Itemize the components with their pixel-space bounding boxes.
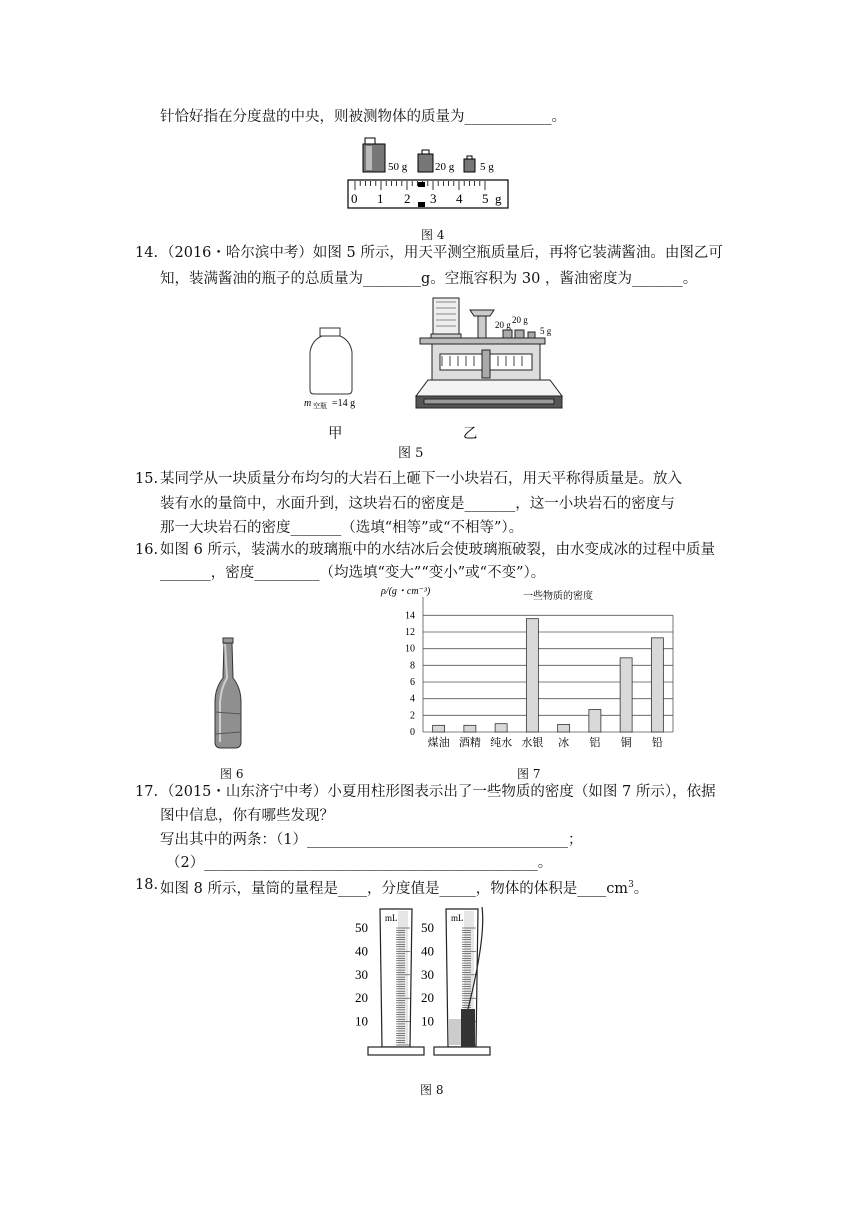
balance-weight-2: 20 g [512, 315, 528, 325]
weight-5g-label: 5 g [480, 161, 494, 173]
figure-6-bottle [205, 630, 255, 755]
balance-weight-1: 20 g [495, 320, 511, 330]
q15-line1: 某同学从一块质量分布均匀的大岩石上砸下一小块岩石，用天平称得质量是。放入 [160, 471, 682, 487]
scale-label-4: 4 [456, 191, 463, 206]
q14-line2: 知，装满酱油的瓶子的总质量为________g。空瓶容积为 30 ，酱油密度为_______。 [160, 271, 698, 287]
chart-bar [620, 658, 632, 732]
q17-number: 17. [135, 784, 159, 800]
q18-period: 。 [633, 880, 649, 897]
cylinder-empty [355, 909, 424, 1055]
scale-label-0: 0 [351, 191, 358, 206]
weight-5g [464, 156, 475, 172]
chart-ytick-label: 6 [410, 677, 415, 688]
figure-5 [300, 290, 570, 420]
figure-4 [345, 128, 515, 214]
figure-6-caption: 图 6 [220, 767, 244, 781]
q14-line1: （2016・哈尔滨中考）如图 5 所示，用天平测空瓶质量后，再将它装满酱油。由图乙可 [160, 245, 723, 261]
chart-ylabel: ρ/(g・cm⁻³) [381, 586, 431, 597]
rider [418, 182, 425, 187]
weight-20g-label: 20 g [435, 161, 455, 173]
balance-weight-3: 5 g [540, 326, 552, 336]
chart-category-label: 水银 [521, 737, 544, 749]
cylinder-unit-label: mL [451, 913, 464, 923]
cylinder-tick-label: 40 [355, 943, 368, 959]
figure-5-label-a: 甲 [328, 426, 343, 442]
cylinder-tick-label: 10 [355, 1013, 368, 1029]
figure-7-chart [375, 582, 680, 750]
chart-bar [558, 725, 570, 733]
chart-category-label: 铅 [651, 737, 663, 749]
chart-category-label: 纯水 [490, 737, 513, 749]
cylinder-tick-label: 20 [421, 990, 434, 1006]
chart-category-label: 铜 [620, 737, 632, 749]
chart-ytick-label: 0 [410, 727, 415, 738]
cylinder-tick-label: 30 [355, 966, 368, 982]
bottle-mass-value: =14 g [332, 398, 356, 409]
bottle-mass-m: m [304, 398, 312, 409]
balance [416, 298, 562, 408]
chart-bar [651, 638, 663, 732]
scale-label-3: 3 [430, 191, 437, 206]
q14-number: 14. [135, 245, 159, 261]
chart-bar [495, 724, 507, 732]
submerged-object [461, 1009, 475, 1047]
q18-line1 [160, 875, 648, 899]
cylinder-tick-label: 10 [421, 1013, 434, 1029]
top-line: 针恰好指在分度盘的中央，则被测物体的质量为____________。 [160, 109, 566, 125]
figure-5-caption: 图 5 [398, 446, 424, 461]
q18-number: 18. [135, 877, 159, 893]
figure-4-caption: 图 4 [421, 228, 445, 242]
chart-ytick-label: 4 [410, 693, 415, 705]
scale-label-2: 2 [404, 191, 411, 206]
figure-7-caption: 图 7 [517, 767, 541, 781]
chart-category-label: 铝 [589, 737, 601, 749]
chart-category-label: 冰 [558, 737, 570, 749]
q18-superscript: 3 [628, 880, 634, 890]
weight-50g [363, 138, 385, 172]
weight-50g-label: 50 g [388, 161, 408, 173]
chart-ytick-label: 10 [405, 643, 415, 655]
q15-number: 15. [135, 471, 159, 487]
figure-5-label-b: 乙 [463, 426, 478, 442]
chart-category-label: 酒精 [458, 737, 481, 749]
chart-bar [433, 725, 445, 732]
q16-line1: 如图 6 所示，装满水的玻璃瓶中的水结冰后会使玻璃瓶破裂，由水变成冰的过程中质量 [160, 542, 715, 558]
q15-line3: 那一大块岩石的密度_______（选填“相等”或“不相等”）。 [160, 520, 524, 536]
chart-bar [526, 619, 538, 732]
empty-bottle [310, 328, 352, 394]
cylinder-tick-label: 40 [421, 943, 434, 959]
q17-line2: 图中信息，你有哪些发现？ [160, 808, 334, 824]
weight-20g [418, 150, 433, 172]
cylinder-tick-label: 30 [421, 966, 434, 982]
q16-line2: _______，密度_________（均选填“变大”“变小”或“不变”）。 [160, 565, 546, 581]
cylinder-tick-label: 50 [355, 920, 368, 935]
chart-bar [589, 710, 601, 733]
q17-line1: （2015・山东济宁中考）小夏用柱形图表示出了一些物质的密度（如图 7 所示），依据 [160, 784, 716, 800]
cylinder-unit-label: mL [385, 913, 398, 923]
q17-line4: （2）______________________________________________。 [166, 855, 553, 871]
figure-8-caption: 图 8 [420, 1083, 444, 1097]
q17-line3: 写出其中的两条：（1）____________________________________； [160, 832, 583, 848]
scale-label-unit: g [495, 191, 502, 206]
bottle-mass-sub: 空瓶 [313, 402, 327, 410]
chart-ytick-label: 2 [410, 710, 415, 722]
chart-ytick-label: 14 [405, 610, 415, 622]
q18-text: 如图 8 所示，量筒的量程是____，分度值是_____，物体的体积是____cm [160, 880, 629, 897]
scale-label-5: 5 [482, 191, 489, 206]
chart-ytick-label: 12 [405, 627, 415, 638]
cylinder-tick-label: 20 [355, 990, 368, 1006]
chart-bar [464, 725, 476, 732]
chart-category-label: 煤油 [427, 737, 450, 749]
chart-title: 一些物质的密度 [523, 591, 593, 602]
chart-ytick-label: 8 [410, 660, 415, 672]
figure-8-cylinders [355, 897, 500, 1067]
cylinder-with-object [421, 907, 490, 1055]
q16-number: 16. [135, 542, 159, 558]
cylinder-tick-label: 50 [421, 920, 434, 935]
scale-label-1: 1 [377, 191, 384, 206]
q15-line2: 装有水的量筒中，水面升到，这块岩石的密度是_______，这一小块岩石的密度与 [160, 496, 675, 512]
